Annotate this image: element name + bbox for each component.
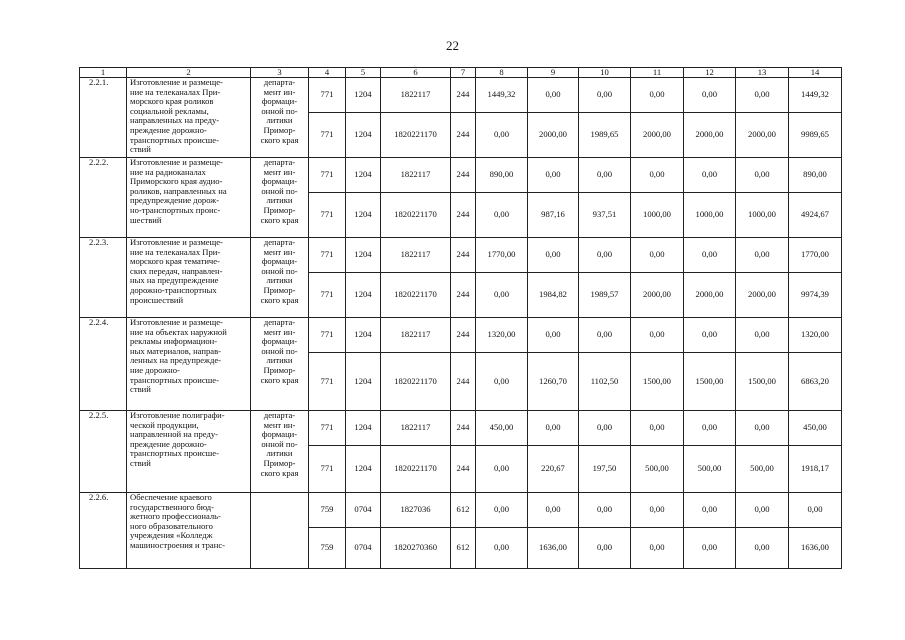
item-name: Изготовление полиграфи- ческой продукции, направленной на преду- преждение дорожно- транспортных происше- ствий [127,411,251,493]
value-cell: 0,00 [684,318,736,353]
value-cell: 1260,70 [528,353,579,411]
value-cell: 1636,00 [789,528,842,569]
value-cell: 1204 [346,193,381,238]
value-cell: 0,00 [476,113,528,158]
value-cell: 0,00 [476,353,528,411]
value-cell: 450,00 [789,411,842,446]
value-cell: 197,50 [579,446,631,493]
value-cell: 244 [451,273,476,318]
value-cell: 1500,00 [684,353,736,411]
value-cell: 244 [451,446,476,493]
value-cell: 759 [309,528,346,569]
value-cell: 1204 [346,318,381,353]
item-executor [251,493,309,569]
value-cell: 1822117 [381,411,451,446]
value-cell: 1500,00 [736,353,789,411]
header-cell: 10 [579,68,631,78]
value-cell: 1204 [346,411,381,446]
value-cell: 0,00 [528,493,579,528]
value-cell: 0,00 [631,528,684,569]
value-cell: 1989,57 [579,273,631,318]
value-cell: 612 [451,493,476,528]
header-cell: 1 [80,68,127,78]
value-cell: 244 [451,318,476,353]
value-cell: 244 [451,193,476,238]
value-cell: 771 [309,411,346,446]
item-number: 2.2.1. [80,78,127,158]
header-cell: 2 [127,68,251,78]
value-cell: 0,00 [736,158,789,193]
value-cell: 0,00 [579,411,631,446]
table-row [80,158,842,193]
value-cell: 0704 [346,493,381,528]
value-cell: 771 [309,446,346,493]
table-row [80,318,842,353]
value-cell: 9974,39 [789,273,842,318]
value-cell: 0,00 [736,411,789,446]
item-executor: департа- мент ин- формаци- онной по- литики Примор- ского края [251,78,309,158]
value-cell: 0,00 [684,78,736,113]
value-cell: 4924,67 [789,193,842,238]
value-cell: 0,00 [684,411,736,446]
header-cell: 5 [346,68,381,78]
item-number: 2.2.4. [80,318,127,411]
value-cell: 1449,32 [789,78,842,113]
value-cell: 1989,65 [579,113,631,158]
value-cell: 987,16 [528,193,579,238]
value-cell: 1500,00 [631,353,684,411]
value-cell: 1204 [346,238,381,273]
value-cell: 1000,00 [631,193,684,238]
table-row [80,493,842,528]
value-cell: 937,51 [579,193,631,238]
item-name: Изготовление и размеще- ние на объектах наружной рекламы информацион- ных материалов, направ- ленных на предупрежде- ние дорожно- транспортных происше- ствий [127,318,251,411]
item-name: Изготовление и размеще- ние на радиоканалах Приморского края аудио- роликов, направленных на предупреждение дорож- но-транспортных проис- шествий [127,158,251,238]
value-cell: 0,00 [528,158,579,193]
item-name: Обеспечение краевого государственного бюд- жетного профессиональ- ного образовательного учреждения «Колледж машиностроения и транс- [127,493,251,569]
value-cell: 612 [451,528,476,569]
value-cell: 0,00 [684,238,736,273]
value-cell: 0,00 [736,238,789,273]
value-cell: 771 [309,193,346,238]
value-cell: 0,00 [476,528,528,569]
value-cell: 1820221170 [381,113,451,158]
value-cell: 1204 [346,353,381,411]
value-cell: 1449,32 [476,78,528,113]
value-cell: 0,00 [789,493,842,528]
value-cell: 244 [451,78,476,113]
value-cell: 771 [309,78,346,113]
value-cell: 1320,00 [476,318,528,353]
value-cell: 0704 [346,528,381,569]
value-cell: 1770,00 [789,238,842,273]
value-cell: 2000,00 [736,273,789,318]
value-cell: 0,00 [736,318,789,353]
value-cell: 1820221170 [381,353,451,411]
value-cell: 1827036 [381,493,451,528]
value-cell: 0,00 [631,238,684,273]
header-cell: 7 [451,68,476,78]
value-cell: 771 [309,318,346,353]
value-cell: 771 [309,238,346,273]
value-cell: 1770,00 [476,238,528,273]
value-cell: 1636,00 [528,528,579,569]
value-cell: 0,00 [579,158,631,193]
value-cell: 2000,00 [631,113,684,158]
header-cell: 11 [631,68,684,78]
value-cell: 500,00 [684,446,736,493]
value-cell: 0,00 [528,238,579,273]
value-cell: 1984,82 [528,273,579,318]
value-cell: 0,00 [631,411,684,446]
value-cell: 1822117 [381,78,451,113]
value-cell: 0,00 [736,78,789,113]
value-cell: 1000,00 [684,193,736,238]
value-cell: 1204 [346,78,381,113]
header-cell: 6 [381,68,451,78]
value-cell: 0,00 [579,493,631,528]
value-cell: 1820221170 [381,193,451,238]
value-cell: 1820221170 [381,446,451,493]
value-cell: 1204 [346,113,381,158]
page-number: 22 [446,38,459,53]
value-cell: 0,00 [684,528,736,569]
value-cell: 450,00 [476,411,528,446]
header-cell: 9 [528,68,579,78]
header-cell: 12 [684,68,736,78]
header-cell: 13 [736,68,789,78]
item-number: 2.2.6. [80,493,127,569]
value-cell: 500,00 [736,446,789,493]
value-cell: 6863,20 [789,353,842,411]
value-cell: 0,00 [736,493,789,528]
value-cell: 0,00 [476,273,528,318]
table-row [80,78,842,113]
value-cell: 0,00 [684,493,736,528]
value-cell: 771 [309,158,346,193]
value-cell: 0,00 [579,78,631,113]
value-cell: 2000,00 [631,273,684,318]
value-cell: 1204 [346,446,381,493]
value-cell: 0,00 [631,318,684,353]
table-row [80,411,842,446]
value-cell: 890,00 [476,158,528,193]
value-cell: 1204 [346,273,381,318]
value-cell: 771 [309,273,346,318]
value-cell: 0,00 [579,318,631,353]
header-cell: 14 [789,68,842,78]
value-cell: 0,00 [579,238,631,273]
value-cell: 244 [451,158,476,193]
header-row [80,68,842,78]
value-cell: 244 [451,353,476,411]
value-cell: 500,00 [631,446,684,493]
header-cell: 3 [251,68,309,78]
value-cell: 0,00 [476,446,528,493]
budget-table [79,67,842,569]
value-cell: 1204 [346,158,381,193]
item-name: Изготовление и размеще- ние на телеканалах При- морского края роликов социальной рекламы, направленных на преду- преждение дорожно- транспортных происше- ствий [127,78,251,158]
value-cell: 2000,00 [684,273,736,318]
value-cell: 1320,00 [789,318,842,353]
value-cell: 0,00 [631,493,684,528]
item-name: Изготовление и размеще- ние на телеканалах При- морского края тематиче- ских передач, направлен- ных на предупреждение дорожно-транспортных происшествий [127,238,251,318]
value-cell: 220,67 [528,446,579,493]
value-cell: 0,00 [528,318,579,353]
value-cell: 890,00 [789,158,842,193]
item-number: 2.2.5. [80,411,127,493]
header-cell: 4 [309,68,346,78]
value-cell: 771 [309,113,346,158]
value-cell: 244 [451,238,476,273]
value-cell: 1822117 [381,318,451,353]
value-cell: 0,00 [579,528,631,569]
value-cell: 1000,00 [736,193,789,238]
value-cell: 2000,00 [736,113,789,158]
item-number: 2.2.3. [80,238,127,318]
value-cell: 759 [309,493,346,528]
value-cell: 0,00 [476,493,528,528]
value-cell: 244 [451,113,476,158]
header-cell: 8 [476,68,528,78]
table-row [80,238,842,273]
value-cell: 0,00 [736,528,789,569]
value-cell: 9989,65 [789,113,842,158]
value-cell: 1822117 [381,238,451,273]
value-cell: 0,00 [528,78,579,113]
value-cell: 771 [309,353,346,411]
value-cell: 2000,00 [684,113,736,158]
value-cell: 1820221170 [381,273,451,318]
value-cell: 0,00 [684,158,736,193]
item-executor: департа- мент ин- формаци- онной по- литики Примор- ского края [251,238,309,318]
value-cell: 1822117 [381,158,451,193]
item-executor: департа- мент ин- формаци- онной по- литики Примор- ского края [251,158,309,238]
value-cell: 0,00 [631,158,684,193]
value-cell: 0,00 [528,411,579,446]
item-executor: департа- мент ин- формаци- онной по- литики Примор- ского края [251,411,309,493]
value-cell: 1102,50 [579,353,631,411]
value-cell: 1918,17 [789,446,842,493]
value-cell: 244 [451,411,476,446]
value-cell: 0,00 [476,193,528,238]
value-cell: 0,00 [631,78,684,113]
value-cell: 2000,00 [528,113,579,158]
item-number: 2.2.2. [80,158,127,238]
item-executor: департа- мент ин- формаци- онной по- литики Примор- ского края [251,318,309,411]
value-cell: 1820270360 [381,528,451,569]
